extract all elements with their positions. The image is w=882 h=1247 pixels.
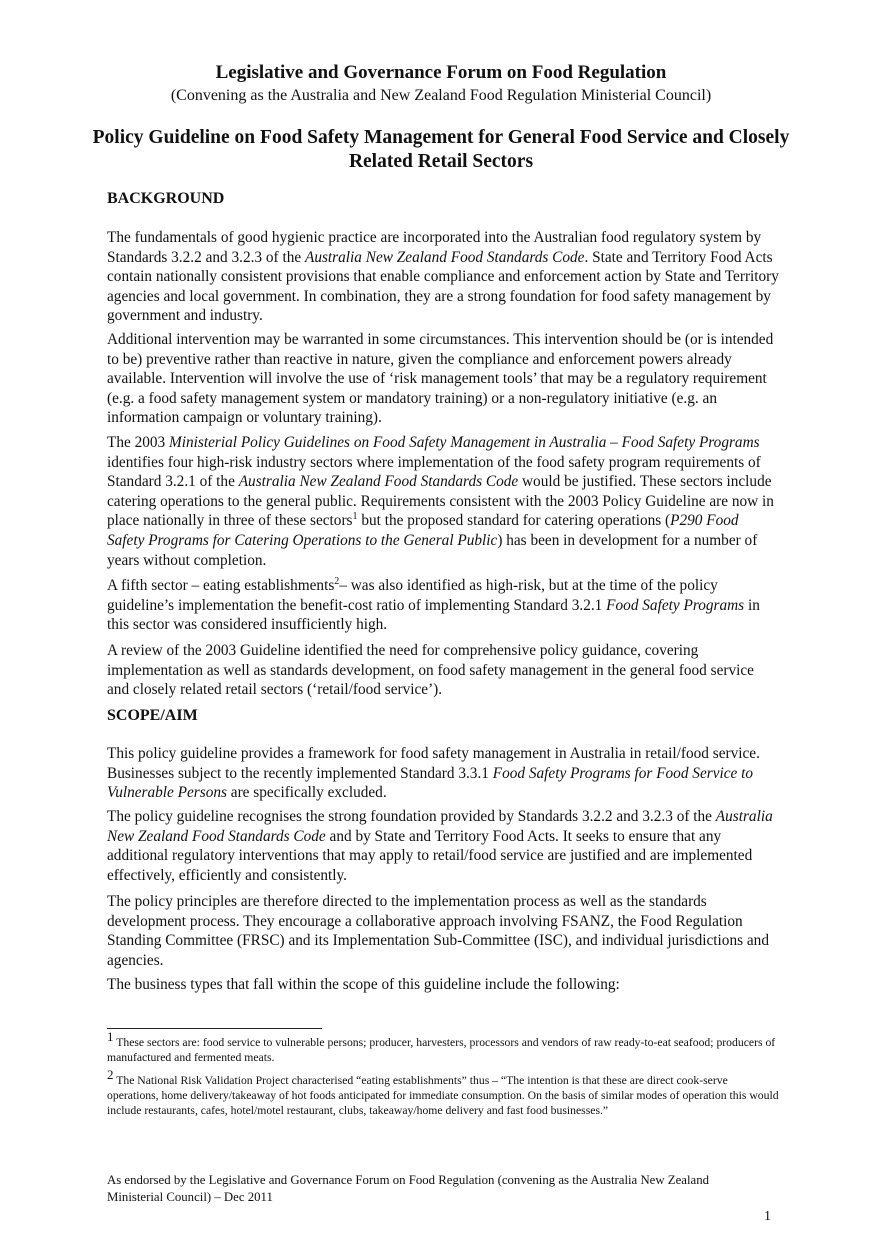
page-number: 1: [764, 1209, 771, 1224]
endorsement-footer: As endorsed by the Legislative and Governance Forum on Food Regulation (convening as the Australia New Zealand Ministerial Council) – Dec 2011: [107, 1173, 710, 1204]
background-paragraph-1: The fundamentals of good hygienic practice are incorporated into the Australian food regulatory system by Standards 3.2.2 and 3.2.3 of the Australia New Zealand Food Standards Code. State and Territory Food Acts contain nationally consistent provisions that enable compliance and enforcement action by State and Territory agencies and local government. In combination, they are a strong foundation for food safety management by government and industry.: [107, 229, 779, 325]
forum-title: Legislative and Governance Forum on Food Regulation: [215, 62, 667, 83]
background-paragraph-4: A fifth sector – eating establishments$^2$– was also identified as high-risk, but at the time of the policy guideline’s implementation the benefit-cost ratio of implementing Standard 3.2.1 Food Safety Programs in this sector was considered insufficiently high.: [107, 575, 760, 634]
scope-paragraph-2: The policy guideline recognises the strong foundation provided by Standards 3.2.2 and 3.2.3 of the Australia New Zealand Food Standards Code and by State and Territory Food Acts. It seeks to ensure that any additional regulatory interventions that may apply to retail/food service are justified and are implemented effectively, efficiently and consistently.: [107, 808, 773, 884]
footnote-separator: [107, 1028, 322, 1029]
scope-paragraph-3: The policy principles are therefore directed to the implementation process as well as the standards development process. They encourage a collaborative approach involving FSANZ, the Food Regulation Standing Committee (FRSC) and its Implementation Sub-Committee (ISC), and individual jurisdictions and agencies.: [107, 893, 769, 969]
background-paragraph-3: The 2003 Ministerial Policy Guidelines on Food Safety Management in Australia – Food Safety Programs identifies four high-risk industry sectors where implementation of the food safety program requirements of Standard 3.2.1 of the Australia New Zealand Food Standards Code would be justified. These sectors include catering operations to the general public. Requirements consistent with the 2003 Policy Guideline are now in place nationally in three of these sectors$^1$ but the proposed standard for catering operations (P290 Food Safety Programs for Catering Operations to the General Public) has been in development for a number of years without completion.: [107, 434, 774, 569]
scope-paragraph-4: The business types that fall within the scope of this guideline include the following:: [107, 976, 620, 993]
footnote-2: $^2$ The National Risk Validation Project characterised “eating establishments” thus – “The intention is that these are direct cook-serve operations, home delivery/takeaway of hot foods anticipated for immediate consumption. On the basis of similar modes of operation this would include restaurants, cafes, hotel/motel restaurant, clubs, takeaway/home delivery and fast food businesses.”: [107, 1067, 779, 1117]
forum-subtitle: (Convening as the Australia and New Zealand Food Regulation Ministerial Council): [170, 87, 712, 104]
footnote-ref-1: 1: [352, 511, 358, 523]
document-title: Policy Guideline on Food Safety Management for General Food Service and Closely Related Retail Sectors: [92, 127, 790, 172]
footnote-1: $^1$ These sectors are: food service to vulnerable persons; producer, harvesters, processors and vendors of raw ready-to-eat seafood; producers of manufactured and fermented meats.: [107, 1029, 776, 1064]
background-paragraph-2: Additional intervention may be warranted in some circumstances. This intervention should be (or is intended to be) preventive rather than reactive in nature, given the compliance and enforcement powers already available. Intervention will involve the use of ‘risk management tools’ that may be a regulatory requirement (e.g. a food safety management system or mandatory training) or a non-regulatory initiative (e.g. an information campaign or voluntary training).: [107, 331, 774, 427]
background-paragraph-5: A review of the 2003 Guideline identified the need for comprehensive policy guidance, covering implementation as well as standards development, on food safety management in the general food service and closely related retail sectors (‘retail/food service’).: [107, 642, 754, 699]
background-heading: BACKGROUND: [107, 190, 225, 207]
footnote-ref-2: 2: [334, 575, 340, 587]
scope-paragraph-1: This policy guideline provides a framework for food safety management in Australia in retail/food service. Businesses subject to the recently implemented Standard 3.3.1 Food Safety Programs for Food Service to Vulnerable Persons are specifically excluded.: [107, 745, 760, 802]
scope-heading: SCOPE/AIM: [107, 707, 198, 724]
